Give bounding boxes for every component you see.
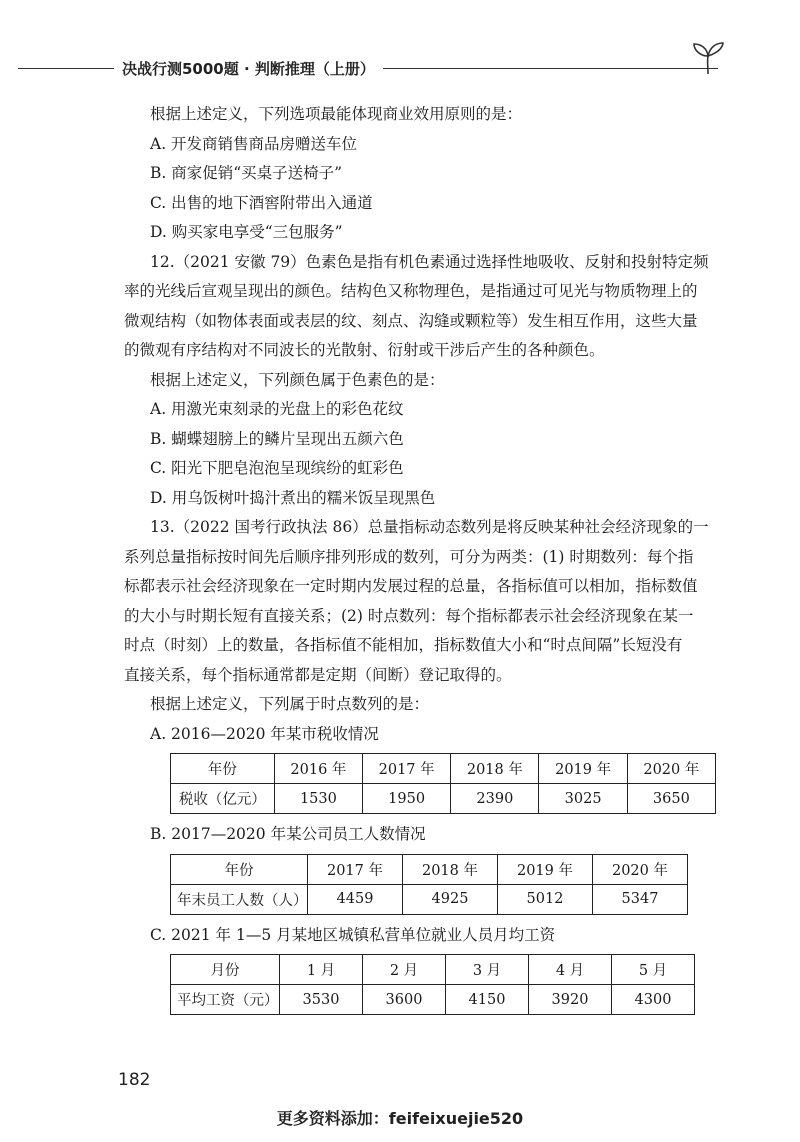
q13-option-c-table xyxy=(170,954,695,1015)
table-row xyxy=(171,884,688,914)
table-header-cell: 年份 xyxy=(171,854,308,884)
q12-option-b: B. 蝴蝶翅膀上的鳞片呈现出五颜六色 xyxy=(150,429,404,448)
table-cell: 4300 xyxy=(612,985,695,1015)
table-cell: 1 月 xyxy=(280,955,363,985)
q13-line: 时点（时刻）上的数量，各指标值不能相加，指标数值大小和“时点间隔”长短没有 xyxy=(124,636,683,654)
q13-stem: 根据上述定义，下列属于时点数列的是： xyxy=(150,695,430,713)
q12-line: 12.（2021 安徽 79）色素色是指有机色素通过选择性地吸收、反射和投射特定频 xyxy=(150,252,709,271)
table-cell: 2390 xyxy=(451,784,539,814)
q11-option-d: D. 购买家电享受“三包服务” xyxy=(150,223,343,241)
q13-option-c-label: C. 2021 年 1—5 月某地区城镇私营单位就业人员月均工资 xyxy=(150,925,556,944)
q12-option-c: C. 阳光下肥皂泡泡呈现缤纷的虹彩色 xyxy=(150,459,404,477)
table-cell: 3 月 xyxy=(446,955,529,985)
header-title: 决战行测5000题 · 判断推理（上册） xyxy=(122,59,375,78)
table-row xyxy=(171,955,695,985)
q12-line: 微观结构（如物体表面或表层的纹、刻点、沟缝或颗粒等）发生相互作用，这些大量 xyxy=(124,311,698,330)
q11-stem: 根据上述定义，下列选项最能体现商业效用原则的是： xyxy=(150,105,523,123)
q12-option-a: A. 用激光束刻录的光盘上的彩色花纹 xyxy=(150,400,404,418)
q11-option-a: A. 开发商销售商品房赠送车位 xyxy=(150,134,358,153)
q13-body xyxy=(124,513,716,690)
q12-option-d: D. 用乌饭树叶捣汁煮出的糯米饭呈现黑色 xyxy=(150,488,436,507)
q13-line: 系列总量指标按时间先后顺序排列形成的数列，可分为两类：(1) 时期数列：每个指 xyxy=(124,547,694,566)
q12-body xyxy=(124,248,716,366)
sprout-icon xyxy=(688,36,728,76)
table-row xyxy=(171,985,695,1015)
q11-option-b: B. 商家促销“买桌子送椅子” xyxy=(150,164,343,182)
footer-note: 更多资料添加：feifeixuejie520 xyxy=(276,1109,524,1128)
q13-option-b-label: B. 2017—2020 年某公司员工人数情况 xyxy=(150,825,426,843)
table-cell: 2018 年 xyxy=(451,754,539,784)
table-cell: 5012 xyxy=(498,884,593,914)
q13-option-b-table xyxy=(170,854,688,915)
table-row-label: 平均工资（元） xyxy=(171,985,280,1015)
table-cell: 2 月 xyxy=(363,955,446,985)
table-cell: 4150 xyxy=(446,985,529,1015)
q13-option-a-label: A. 2016—2020 年某市税收情况 xyxy=(150,724,379,743)
q13-line: 直接关系，每个指标通常都是定期（间断）登记取得的。 xyxy=(124,665,512,684)
q13-line: 标都表示社会经济现象在一定时期内发展过程的总量，各指标值可以相加，指标数值 xyxy=(124,577,698,595)
table-row-label: 年末员工人数（人） xyxy=(171,884,308,914)
q13-option-a-table xyxy=(170,753,716,814)
q12-line: 率的光线后宣观呈现出的颜色。结构色又称物理色，是指通过可见光与物质物理上的 xyxy=(124,282,698,300)
table-cell: 5347 xyxy=(593,884,688,914)
table-cell: 2017 年 xyxy=(363,754,451,784)
q12-stem: 根据上述定义，下列颜色属于色素色的是： xyxy=(150,370,445,389)
table-row xyxy=(171,784,716,814)
table-cell: 2019 年 xyxy=(498,854,593,884)
table-cell: 3530 xyxy=(280,985,363,1015)
table-cell: 2018 年 xyxy=(403,854,498,884)
table-cell: 3600 xyxy=(363,985,446,1015)
q11-option-c: C. 出售的地下酒窖附带出入通道 xyxy=(150,193,373,212)
table-cell: 3650 xyxy=(627,784,715,814)
q12-line: 的微观有序结构对不同波长的光散射、衍射或干涉后产生的各种颜色。 xyxy=(124,341,605,359)
table-row xyxy=(171,854,688,884)
header-rule-left xyxy=(18,68,114,69)
table-header-cell: 年份 xyxy=(171,754,275,784)
table-cell: 4 月 xyxy=(529,955,612,985)
table-row xyxy=(171,754,716,784)
table-cell: 4925 xyxy=(403,884,498,914)
q13-line: 13.（2022 国考行政执法 86）总量指标动态数列是将反映某种社会经济现象的一 xyxy=(150,518,709,536)
table-header-cell: 月份 xyxy=(171,955,280,985)
table-cell: 2019 年 xyxy=(539,754,627,784)
table-cell: 4459 xyxy=(308,884,403,914)
running-header xyxy=(18,56,718,80)
table-cell: 2020 年 xyxy=(593,854,688,884)
table-row-label: 税收（亿元） xyxy=(171,784,275,814)
q13-line: 的大小与时期长短有直接关系；(2) 时点数列：每个指标都表示社会经济现象在某一 xyxy=(124,606,694,625)
table-cell: 2017 年 xyxy=(308,854,403,884)
table-cell: 2016 年 xyxy=(274,754,362,784)
page-number: 182 xyxy=(118,1070,151,1090)
table-cell: 3920 xyxy=(529,985,612,1015)
table-cell: 5 月 xyxy=(612,955,695,985)
table-cell: 1950 xyxy=(363,784,451,814)
header-rule-right xyxy=(383,68,718,69)
page-content xyxy=(124,100,716,1021)
table-cell: 3025 xyxy=(539,784,627,814)
table-cell: 2020 年 xyxy=(627,754,715,784)
table-cell: 1530 xyxy=(274,784,362,814)
